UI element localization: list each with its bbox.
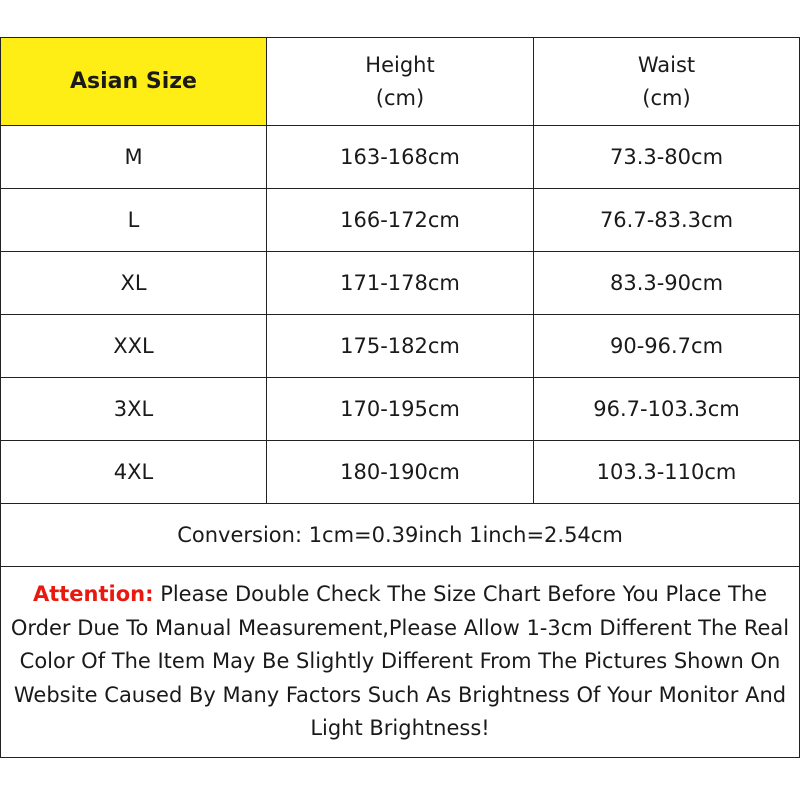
height-cell: 175-182cm [267, 315, 534, 378]
attention-text: Please Double Check The Size Chart Before You Place The Order Due To Manual Measurement,Please Allow 1-3cm Different The Real Color Of The Item May Be Slightly Different From The Pictures Shown On Website Caused By Many Factors Such As Brightness Of Your Monitor And Light Brightness! [10, 582, 790, 741]
height-header-label: Height [365, 52, 435, 77]
table-row [1, 441, 800, 504]
size-table [0, 37, 800, 758]
waist-header-label: Waist [637, 52, 696, 77]
table-header-row [1, 38, 800, 126]
height-cell: 163-168cm [267, 126, 534, 189]
height-header-unit: (cm) [375, 85, 425, 110]
size-cell: M [1, 126, 267, 189]
waist-cell: 76.7-83.3cm [534, 189, 800, 252]
table-row [1, 126, 800, 189]
waist-cell: 103.3-110cm [534, 441, 800, 504]
height-cell: 180-190cm [267, 441, 534, 504]
size-cell: XXL [1, 315, 267, 378]
conversion-note: Conversion: 1cm=0.39inch 1inch=2.54cm [1, 504, 800, 567]
conversion-row [1, 504, 800, 567]
height-cell: 170-195cm [267, 378, 534, 441]
size-chart [0, 37, 799, 758]
attention-note [1, 567, 800, 758]
table-row [1, 252, 800, 315]
waist-cell: 96.7-103.3cm [534, 378, 800, 441]
asian-size-header: Asian Size [1, 38, 267, 126]
table-row [1, 189, 800, 252]
size-cell: L [1, 189, 267, 252]
height-cell: 166-172cm [267, 189, 534, 252]
waist-cell: 83.3-90cm [534, 252, 800, 315]
waist-header-unit: (cm) [642, 85, 691, 110]
height-header [267, 38, 534, 126]
size-cell: 3XL [1, 378, 267, 441]
waist-header [534, 38, 800, 126]
waist-cell: 73.3-80cm [534, 126, 800, 189]
size-cell: 4XL [1, 441, 267, 504]
size-cell: XL [1, 252, 267, 315]
waist-cell: 90-96.7cm [534, 315, 800, 378]
table-row [1, 315, 800, 378]
height-cell: 171-178cm [267, 252, 534, 315]
table-row [1, 378, 800, 441]
attention-row [1, 567, 800, 758]
attention-label: Attention: [32, 582, 154, 607]
